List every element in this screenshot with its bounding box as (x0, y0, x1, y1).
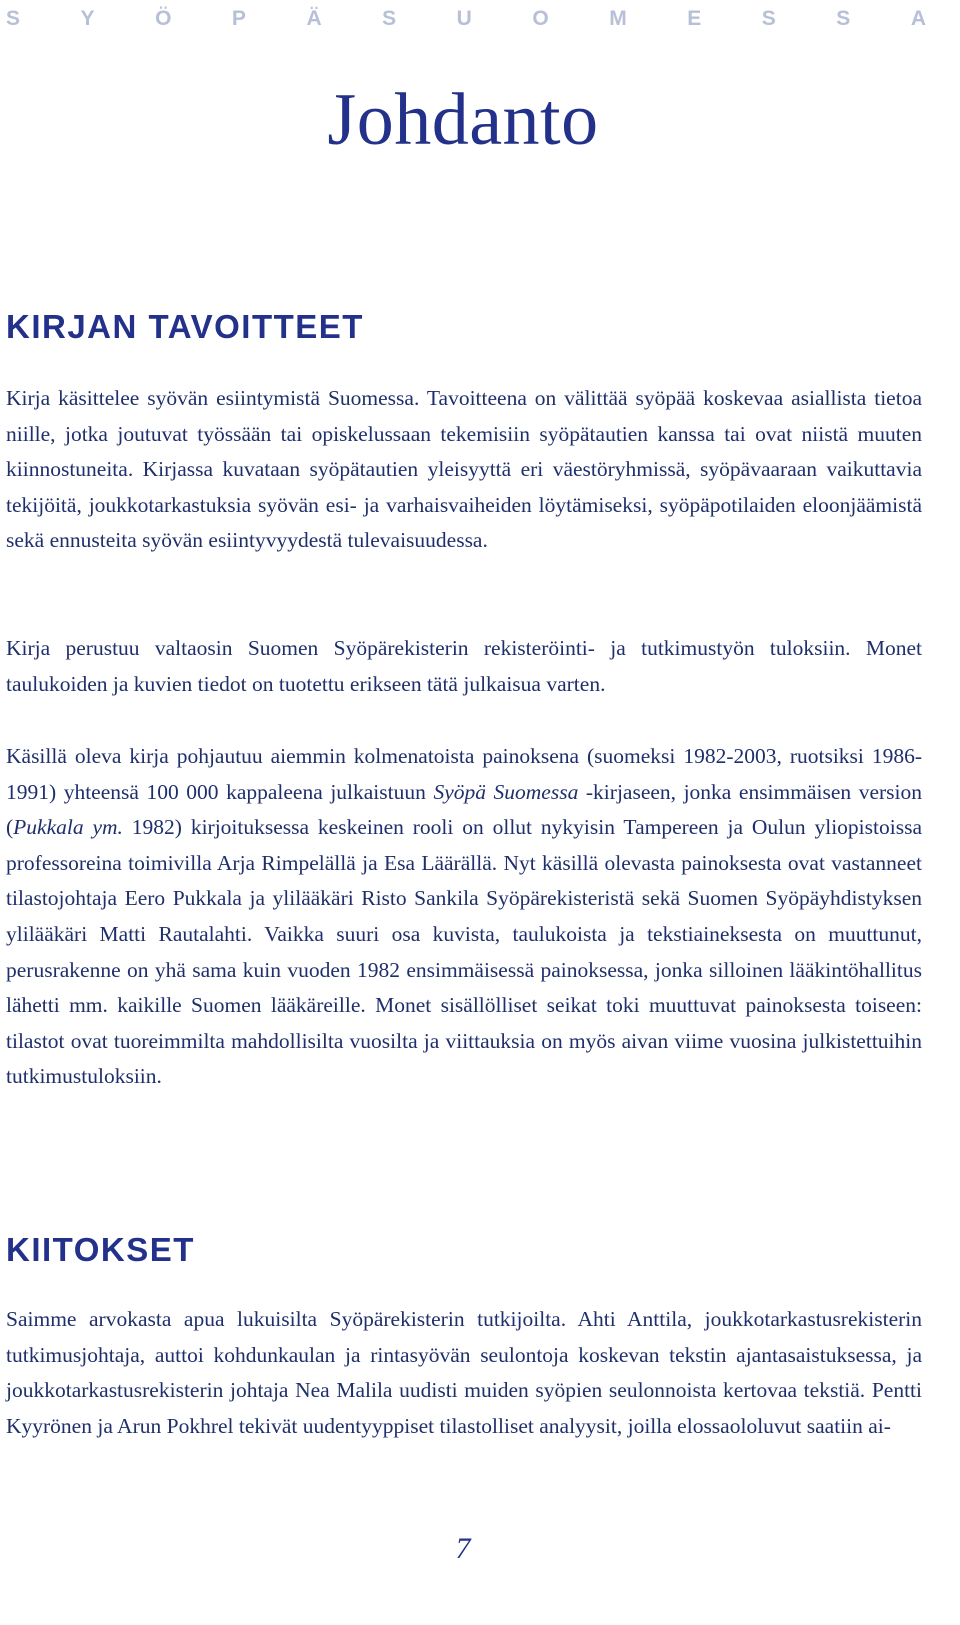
running-head (6, 4, 926, 34)
paragraph: Saimme arvokasta apua lukuisilta Syöpärekisterin tutkijoilta. Ahti Anttila, joukkotarkastusrekisterin tutkimusjohtaja, auttoi kohdunkaulan ja rintasyövän seulontoja koskevan tekstin ajantasaistuksessa, ja joukkotarkastusrekisterin johtaja Nea Malila uudisti muiden syöpien seulonnoista kertovaa tekstiä. Pentti Kyyrönen ja Arun Pokhrel tekivät uudentyyppiset tilastolliset analyysit, joilla elossaololuvut saatiin ai- (6, 1307, 922, 1438)
section-heading-kiitokset: KIITOKSET (6, 1231, 195, 1268)
italic-book-title: Syöpä Suomessa (433, 779, 579, 804)
text-run: -kirjaseen, jonka ensimmäisen version ( (6, 779, 922, 840)
page-number: 7 (455, 1532, 471, 1565)
italic-citation: Pukkala ym. (13, 815, 123, 840)
running-head-letter: E (687, 7, 702, 30)
running-head-letter: S (836, 7, 851, 30)
running-head-letter: Ä (306, 7, 322, 30)
running-head-letter: A (910, 7, 926, 30)
paragraph (6, 739, 922, 1095)
running-head-letter: O (532, 7, 549, 30)
running-head-letter: Y (80, 7, 95, 30)
running-head-letter: M (609, 7, 627, 30)
running-head-letter: U (456, 7, 472, 30)
running-head-letter: S (382, 7, 397, 30)
paragraph: Kirja perustuu valtaosin Suomen Syöpärekisterin rekisteröinti- ja tutkimustyön tuloksiin. Monet taulukoiden ja kuvien tiedot on tuotettu erikseen tätä julkaisua varten. (6, 636, 922, 696)
running-head-letter: S (6, 7, 21, 30)
running-head-letter: S (761, 7, 776, 30)
running-head-letter: P (231, 7, 246, 30)
section-heading-kirjan-tavoitteet: KIRJAN TAVOITTEET (6, 308, 364, 345)
text-run: 1982) kirjoituksessa keskeinen rooli on ollut nykyisin Tampereen ja Oulun yliopistoissa professoreina toimivilla Arja Rimpelällä ja Esa Läärällä. Nyt käsillä olevasta painoksesta ovat vastanneet tilastojohtaja Eero Pukkala ja ylilääkäri Risto Sankila Syöpärekisteristä sekä Suomen Syöpäyhdistyksen ylilääkäri Matti Rautalahti. Vaikka suuri osa kuvista, taulukoista ja tekstiaineksesta on muuttunut, perusrakenne on yhä sama kuin vuoden 1982 ensimmäisessä painoksessa, jonka silloinen lääkintöhallitus lähetti mm. kaikille Suomen lääkäreille. Monet sisällölliset seikat toki muuttuvat painoksesta toiseen: tilastot ovat tuoreimmilta mahdollisilta vuosilta ja viittauksia on myös aivan viime vuosina julkistettuihin tutkimustuloksiin. (6, 815, 922, 1089)
running-head-letter: Ö (155, 7, 172, 30)
text-run: Käsillä oleva kirja pohjautuu aiemmin kolmenatoista painoksena (suomeksi 1982-2003, ruotsiksi 1986-1991) yhteensä 100 000 kappaleena julkaistuun (6, 744, 922, 804)
paragraph: Kirja käsittelee syövän esiintymistä Suomessa. Tavoitteena on välittää syöpää koskevaa asiallista tietoa niille, jotka joutuvat työssään tai opiskelussaan tekemisiin syöpätautien kanssa tai ovat niistä muuten kiinnostuneita. Kirjassa kuvataan syöpätautien yleisyyttä eri väestöryhmissä, syöpävaaraan vaikuttavia tekijöitä, joukkotarkastuksia syövän esi- ja varhaisvaiheiden löytämiseksi, syöpäpotilaiden eloonjäämistä sekä ennusteita syövän esiintyvyydestä tulevaisuudessa. (6, 386, 922, 553)
chapter-title: Johdanto (327, 79, 599, 161)
